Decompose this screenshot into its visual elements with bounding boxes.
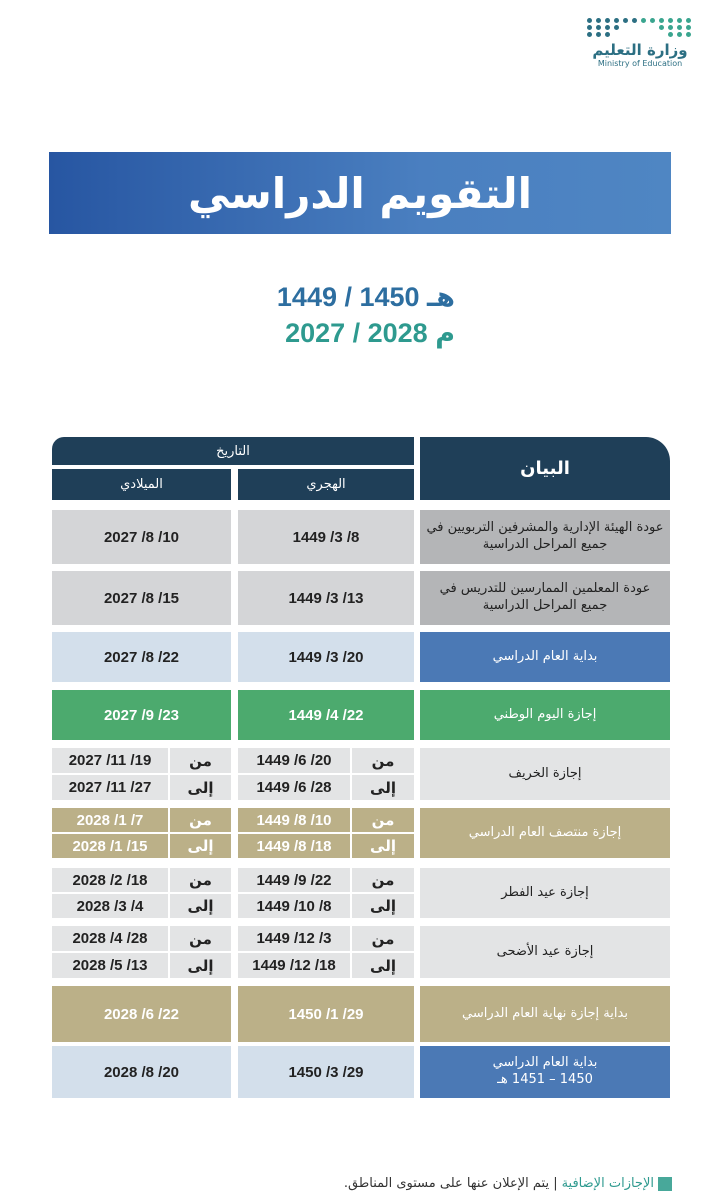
row-label-text: إجازة عيد الأضحى [496,943,594,959]
row-label-text: إجازة عيد الفطر [501,884,589,900]
logo-dot [641,18,646,23]
gregorian-from-date: 2028 /4 /28 [52,926,168,951]
gregorian-to-label: إلى [170,894,231,918]
logo-arabic: وزارة التعليم [592,41,688,59]
logo-dot [659,18,664,23]
hijri-to-label: إلى [352,775,414,800]
row-label-text: عودة الهيئة الإدارية والمشرفين التربويين في جميع المراحل الدراسية [426,520,664,552]
row-sublabel: 1450 – 1451 هـ [497,1072,593,1087]
page-title: التقويم الدراسي [49,152,671,234]
gregorian-from-label: من [170,808,231,832]
logo-dot [605,25,610,30]
ministry-logo [575,18,705,98]
logo-dot [686,32,691,37]
gregorian-date: 2027 /8 /15 [52,571,231,625]
hijri-date: 1450 /3 /29 [238,1046,414,1098]
hijri-date: 1449 /3 /13 [238,571,414,625]
row-label [420,808,670,858]
row-label-text: بداية العام الدراسي [492,648,598,664]
gregorian-date: 2027 /8 /22 [52,632,231,682]
hijri-from-date: 1449 /12 /3 [238,926,350,951]
row-label [420,510,670,564]
logo-dot [605,18,610,23]
logo-dot [659,25,664,30]
row-label [420,868,670,918]
gregorian-date: 2028 /8 /20 [52,1046,231,1098]
row-label [420,571,670,625]
gregorian-to-label: إلى [170,953,231,978]
hijri-years: 1449 / 1450 هـ [276,282,455,312]
row-label [420,748,670,800]
row-label [420,986,670,1042]
hijri-from-label: من [352,808,414,832]
row-label-text: إجازة منتصف العام الدراسي [468,824,622,840]
row-label-text: بداية إجازة نهاية العام الدراسي [462,1005,628,1021]
gregorian-date: 2027 /8 /10 [52,510,231,564]
logo-dot [587,32,592,37]
hijri-to-date: 1449 /6 /28 [238,775,350,800]
hijri-to-date: 1449 /12 /18 [238,953,350,978]
gregorian-to-date: 2028 /1 /15 [52,834,168,858]
logo-dot [587,18,592,23]
hijri-from-date: 1449 /8 /10 [238,808,350,832]
gregorian-to-date: 2028 /5 /13 [52,953,168,978]
row-label [420,1046,670,1098]
logo-dot [668,32,673,37]
hijri-from-date: 1449 /9 /22 [238,868,350,892]
logo-dot [686,25,691,30]
header-date: التاريخ [52,437,414,465]
hijri-to-label: إلى [352,894,414,918]
footnote [220,1176,672,1191]
logo-dot [677,18,682,23]
header-gregorian: الميلادي [52,469,231,500]
logo-english: Ministry of Education [597,59,683,68]
logo-dot [614,18,619,23]
logo-dot [596,18,601,23]
logo-dot [632,18,637,23]
logo-dot [587,25,592,30]
hijri-from-label: من [352,868,414,892]
gregorian-date: 2028 /6 /22 [52,986,231,1042]
hijri-date: 1449 /4 /22 [238,690,414,740]
gregorian-from-label: من [170,868,231,892]
hijri-to-label: إلى [352,953,414,978]
hijri-to-date: 1449 /10 /8 [238,894,350,918]
row-label [420,926,670,978]
hijri-to-label: إلى [352,834,414,858]
row-label-text: بداية العام الدراسي [492,1055,598,1071]
logo-dot [596,32,601,37]
footnote-text: | يتم الإعلان عنها على مستوى المناطق. [343,1176,558,1191]
gregorian-from-date: 2027 /11 /19 [52,748,168,773]
hijri-from-label: من [352,748,414,773]
hijri-from-label: من [352,926,414,951]
logo-dot [614,25,619,30]
header-item: البيان [420,437,670,500]
footnote-highlight: الإجازات الإضافية [561,1176,654,1191]
gregorian-to-date: 2028 /3 /4 [52,894,168,918]
hijri-to-date: 1449 /8 /18 [238,834,350,858]
row-label-text: عودة المعلمين الممارسين للتدريس في جميع المراحل الدراسية [439,581,651,613]
gregorian-from-label: من [170,748,231,773]
hijri-date: 1449 /3 /8 [238,510,414,564]
gregorian-from-date: 2028 /2 /18 [52,868,168,892]
logo-dot [677,25,682,30]
gregorian-date: 2027 /9 /23 [52,690,231,740]
logo-dot [677,32,682,37]
row-label [420,690,670,740]
header-hijri: الهجري [238,469,414,500]
gregorian-years: 2027 / 2028 م [285,318,455,348]
logo-dot [596,25,601,30]
logo-dots-icon [575,18,705,37]
gregorian-from-label: من [170,926,231,951]
logo-dot [650,18,655,23]
hijri-date: 1449 /3 /20 [238,632,414,682]
logo-dot [686,18,691,23]
hijri-date: 1450 /1 /29 [238,986,414,1042]
logo-dot [668,18,673,23]
row-label-text: إجازة الخريف [508,765,582,781]
hijri-from-date: 1449 /6 /20 [238,748,350,773]
logo-dot [605,32,610,37]
gregorian-to-label: إلى [170,775,231,800]
row-label [420,632,670,682]
row-label-text: إجازة اليوم الوطني [493,706,597,722]
gregorian-to-label: إلى [170,834,231,858]
legend-square-icon [658,1177,672,1191]
logo-dot [668,25,673,30]
gregorian-to-date: 2027 /11 /27 [52,775,168,800]
logo-dot [623,18,628,23]
gregorian-from-date: 2028 /1 /7 [52,808,168,832]
